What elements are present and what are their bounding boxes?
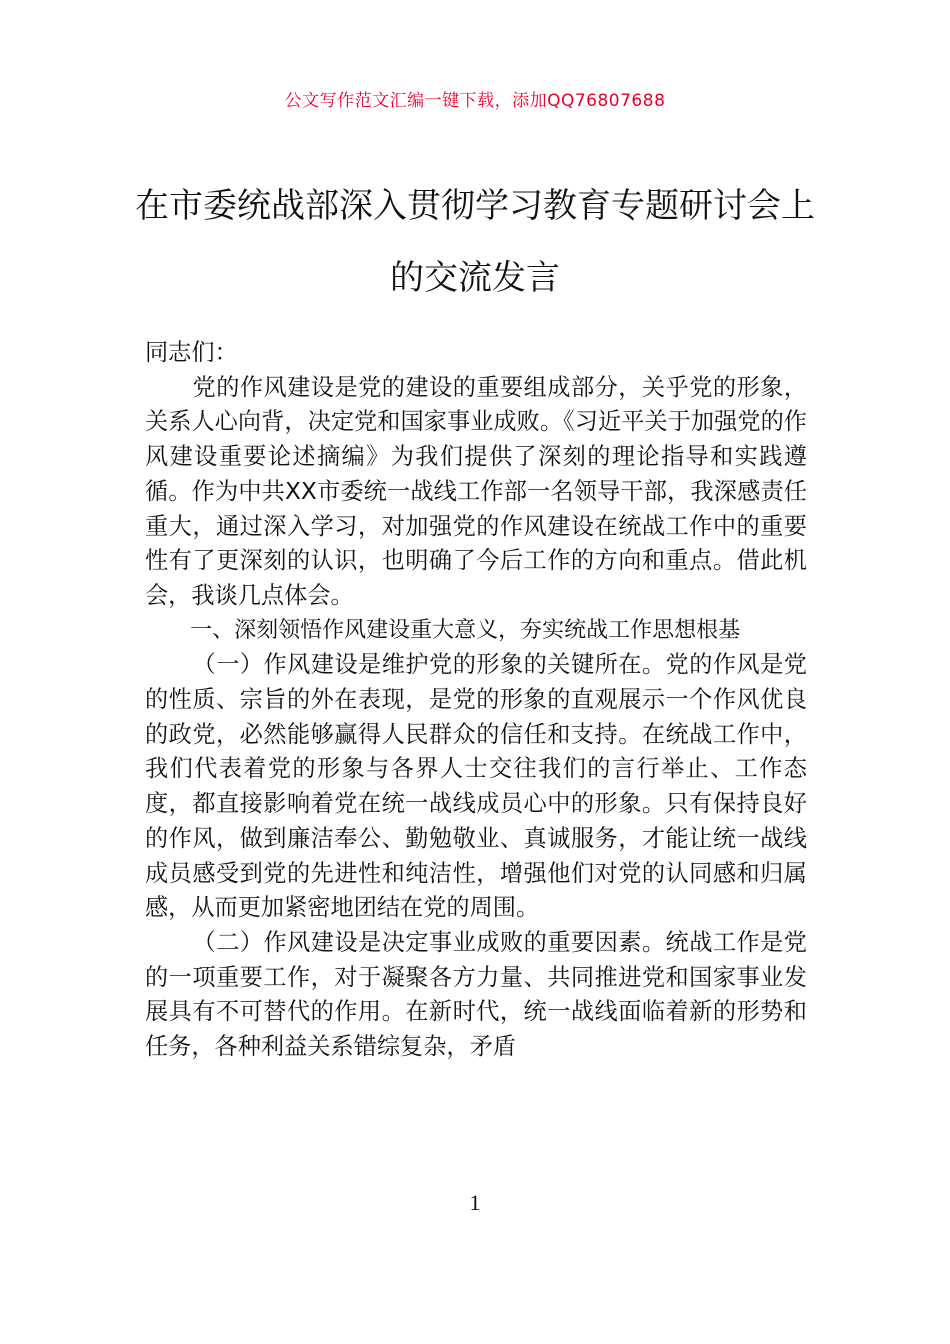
section-heading: 一、深刻领悟作风建设重大意义，夯实统战工作思想根基: [190, 617, 741, 643]
intro-paragraph: 党的作风建设是党的建设的重要组成部分，关乎党的形象，关系人心向背，决定党和国家事业成败。《习近平关于加强党的作风建设重要论述摘编》为我们提供了深刻的理论指导和实践遵循。作为中共XX市委统一战线工作部一名领导干部，我深感责任重大，通过深入学习，对加强党的作风建设在统战工作中的重要性有了更深刻的认识，也明确了今后工作的方向和重点。借此机会，我谈几点体会。: [145, 373, 807, 609]
page-number: 1: [469, 1190, 481, 1215]
subsection-paragraph-1: （一）作风建设是维护党的形象的关键所在。党的作风是党的性质、宗旨的外在表现，是党的形象的直观展示一个作风优良的政党，必然能够赢得人民群众的信任和支持。在统战工作中，我们代表着党的形象与各界人士交往我们的言行举止、工作态度，都直接影响着党在统一战线成员心中的形象。只有保持良好的作风，做到廉洁奉公、勤勉敬业、真诚服务，才能让统一战线成员感受到党的先进性和纯洁性，增强他们对党的认同感和归属感，从而更加紧密地团结在党的周围。: [145, 651, 807, 922]
subsection-paragraph-2: （二）作风建设是决定事业成败的重要因素。统战工作是党的一项重要工作，对于凝聚各方力量、共同推进党和国家事业发展具有不可替代的作用。在新时代，统一战线面临着新的形势和任务，各种利益关系错综复杂，矛盾: [145, 928, 807, 1061]
salutation: 同志们：: [145, 339, 238, 366]
document-title: 在市委统战部深入贯彻学习教育专题研讨会上的交流发言: [135, 186, 815, 298]
document-body: [145, 336, 807, 1065]
download-notice: 公文写作范文汇编一键下载，添加QQ76807688: [284, 91, 666, 111]
